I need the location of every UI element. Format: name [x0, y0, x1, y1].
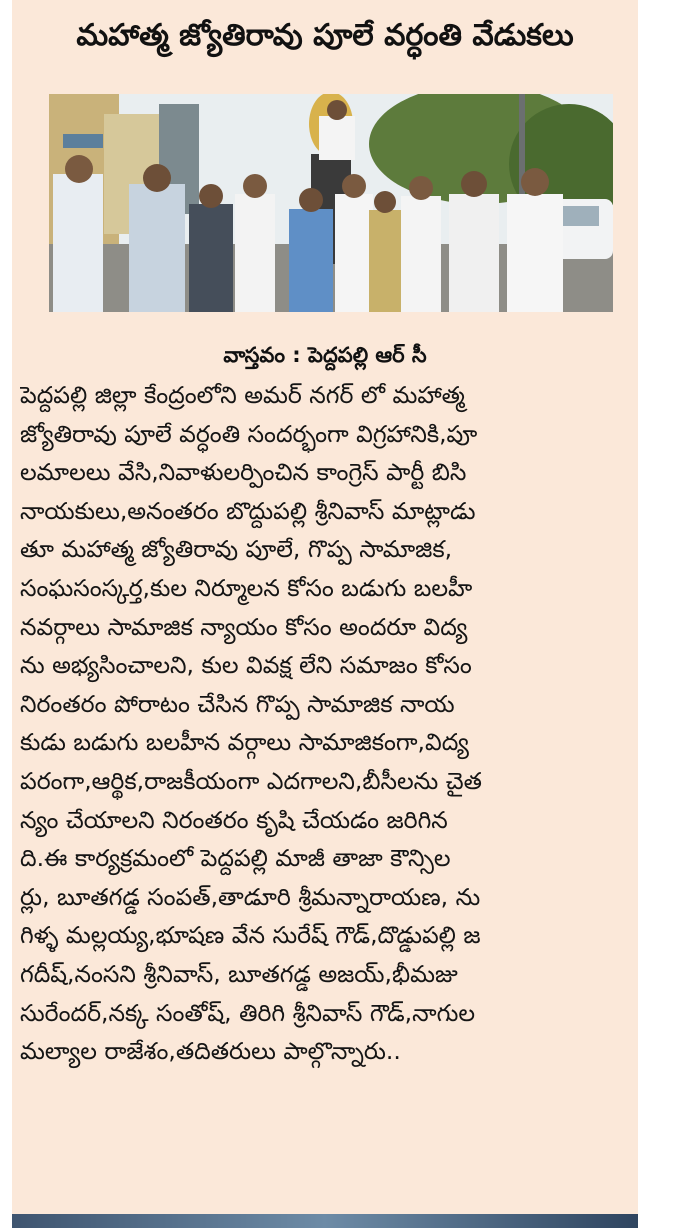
body-line: పరంగా,ఆర్థిక,రాజకీయంగా ఎదగాలని,బీసీలను చైత [20, 766, 482, 795]
body-line: న్యం చేయాలని నిరంతరం కృషి చేయడం జరిగిన [20, 805, 448, 834]
body-line: గిళ్ళ మల్లయ్య,భూషణ వేన సురేష్ గౌడ్,దొడ్డుపల్లి జ [20, 921, 481, 950]
article-dateline: వాస్తవం : పెద్దపల్లి ఆర్ సీ [223, 343, 427, 367]
article-headline: మహాత్మ జ్యోతిరావు పూలే వర్ధంతి వేడుకలు [76, 18, 574, 53]
news-article [12, 0, 638, 1214]
body-line: మల్యాల రాజేశం,తదితరులు పాల్గొన్నారు.. [20, 1037, 401, 1066]
body-line: ది.ఈ కార్యక్రమంలో పెద్దపల్లి మాజీ తాజా కౌన్సిల [20, 844, 451, 873]
body-line: తూ మహాత్మ జ్యోతిరావు పూలే, గొప్ప సామాజిక, [20, 535, 453, 564]
body-line: ర్లు, బూతగడ్డ సంపత్,తాడూరి శ్రీమన్నారాయణ, ను [20, 882, 481, 911]
body-line: నిరంతరం పోరాటం చేసిన గొప్ప సామాజిక నాయ [20, 689, 455, 718]
body-line: ను అభ్యసించాలని, కుల వివక్ష లేని సమాజం కోసం [20, 651, 472, 680]
article-body [20, 376, 632, 1071]
body-line: కుడు బడుగు బలహీన వర్గాలు సామాజికంగా,విద్య [20, 728, 469, 757]
body-line: నాయకులు,అనంతరం బొద్దుపల్లి శ్రీనివాస్ మాట్లాడు [20, 496, 476, 525]
body-line: పెద్దపల్లి జిల్లా కేంద్రంలోని అమర్ నగర్ లో మహాత్మ [20, 381, 465, 409]
body-line: సంఘసంస్కర్త,కుల నిర్మూలన కోసం బడుగు బలహీ [20, 573, 473, 602]
next-article-strip [12, 1214, 638, 1228]
body-line: సురేందర్,నక్క సంతోష్, తిరిగి శ్రీనివాస్ గౌడ్,నాగుల [20, 998, 476, 1027]
body-line: గదీష్,నంసని శ్రీనివాస్, బూతగడ్డ అజయ్,భీమజు [20, 959, 458, 988]
article-photo [49, 94, 613, 312]
body-line: జ్యోతిరావు పూలే వర్ధంతి సందర్భంగా విగ్రహానికి,పూ [20, 419, 478, 448]
group-photo-image [49, 94, 613, 312]
body-line: లమాలలు వేసి,నివాళులర్పించిన కాంగ్రెస్ పార్టీ బిసి [20, 458, 467, 487]
body-line: నవర్గాలు సామాజిక న్యాయం కోసం అందరూ విద్య [20, 612, 468, 641]
